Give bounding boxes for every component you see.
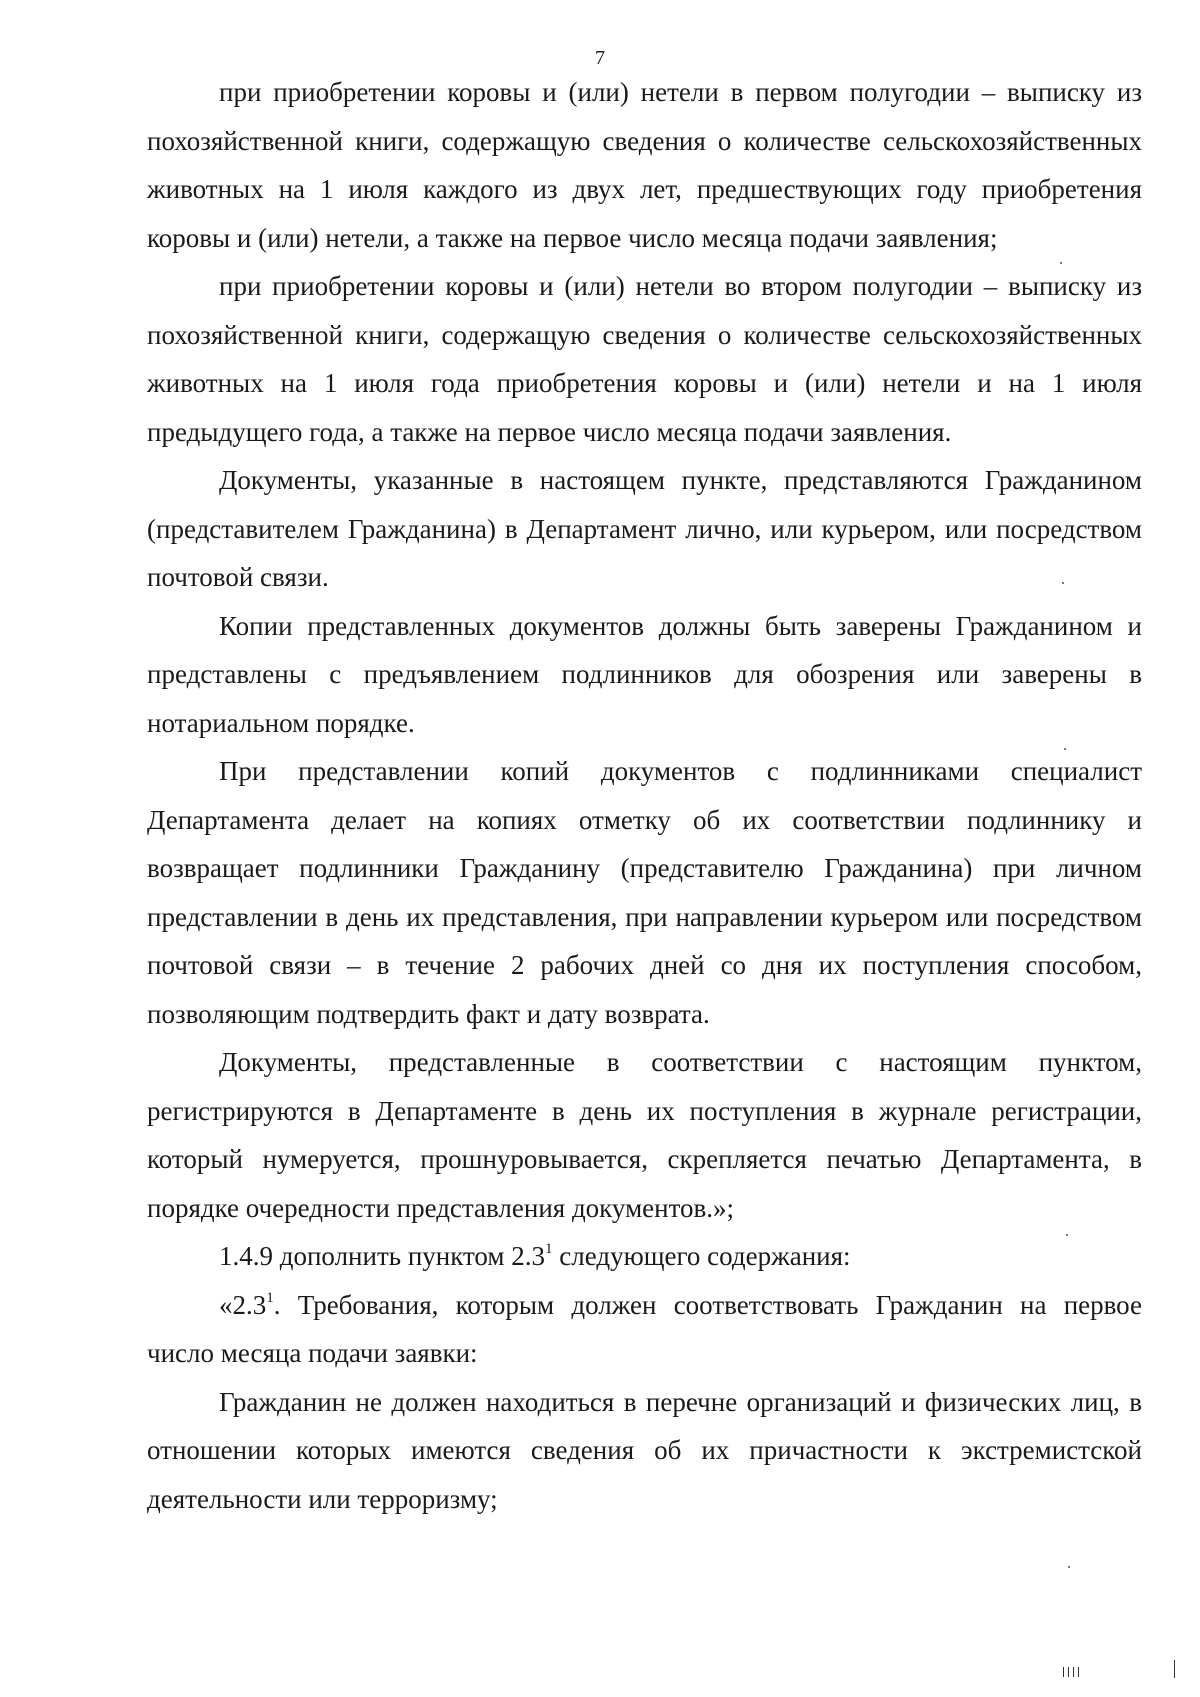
scan-edge-mark bbox=[1174, 1660, 1175, 1678]
scan-edge-mark bbox=[1068, 1667, 1069, 1677]
scan-speck bbox=[1060, 262, 1062, 264]
paragraph-requirements-heading bbox=[147, 1281, 1142, 1378]
requirement-point-base: 2.3 bbox=[232, 1289, 267, 1320]
paragraph-document-submission: Документы, указанные в настоящем пункте, представляются Гражданином (представителем Гражданина) в Департамент лично, или курьером, или посредством почтовой связи. bbox=[147, 465, 1142, 592]
amendment-point-superscript: 1 bbox=[545, 1241, 553, 1257]
paragraph-first-half-year-extract: при приобретении коровы и (или) нетели в первом полугодии – выписку из похозяйственной книги, содержащую сведения о количестве сельскохозяйственных животных на 1 июля каждого из двух лет, предшествующих году приобретения коровы и (или) нетели, а также на первое число месяца подачи заявления; bbox=[147, 77, 1142, 253]
scan-speck bbox=[1068, 1566, 1070, 1568]
scan-edge-mark bbox=[1063, 1667, 1064, 1677]
paragraph-extremism-requirement: Гражданин не должен находиться в перечне организаций и физических лиц, в отношении которых имеются сведения об их причастности к экстремистской деятельности или терроризму; bbox=[147, 1386, 1142, 1514]
scan-edge-mark bbox=[1073, 1667, 1074, 1677]
amendment-suffix: следующего содержания: bbox=[552, 1241, 851, 1271]
document-body bbox=[147, 68, 1142, 1523]
scan-speck bbox=[1066, 1234, 1068, 1236]
paragraph-second-half-year-extract: при приобретении коровы и (или) нетели во втором полугодии – выписку из похозяйственной книги, содержащую сведения о количестве сельскохозяйственных животных на 1 июля года приобретения коровы и (или) нетели и на 1 июля предыдущего года, а также на первое число месяца подачи заявления. bbox=[147, 271, 1142, 447]
page-number: 7 bbox=[595, 47, 605, 69]
paragraph-registration: Документы, представленные в соответствии с настоящим пунктом, регистрируются в Департаменте в день их поступления в журнале регистрации, который нумеруется, прошнуровывается, скрепляется печатью Департамента, в порядке очередности представления документов.»; bbox=[147, 1047, 1142, 1223]
amendment-point-base: 2.3 bbox=[511, 1241, 545, 1271]
requirement-open-quote: « bbox=[219, 1289, 233, 1320]
paragraph-copies-certification: Копии представленных документов должны быть заверены Гражданином и представлены с предъявлением подлинников для обозрения или заверены в нотариальном порядке. bbox=[147, 610, 1142, 738]
requirement-text: . Требования, которым должен соответствовать Гражданин на первое число месяца подачи заявки: bbox=[147, 1289, 1142, 1368]
scan-speck bbox=[1064, 748, 1066, 750]
amendment-prefix: 1.4.9 дополнить пунктом bbox=[219, 1241, 512, 1271]
paragraph-amendment-1-4-9 bbox=[147, 1232, 1142, 1281]
paragraph-originals-return: При представлении копий документов с подлинниками специалист Департамента делает на копиях отметку об их соответствии подлиннику и возвращает подлинники Гражданину (представителю Гражданина) при личном представлении в день их представления, при направлении курьером или посредством почтовой связи – в течение 2 рабочих дней со дня их поступления способом, позволяющим подтвердить факт и дату возврата. bbox=[147, 756, 1142, 1029]
scan-speck bbox=[1062, 582, 1064, 584]
requirement-point-superscript: 1 bbox=[266, 1289, 274, 1306]
scan-edge-mark bbox=[1078, 1667, 1079, 1677]
